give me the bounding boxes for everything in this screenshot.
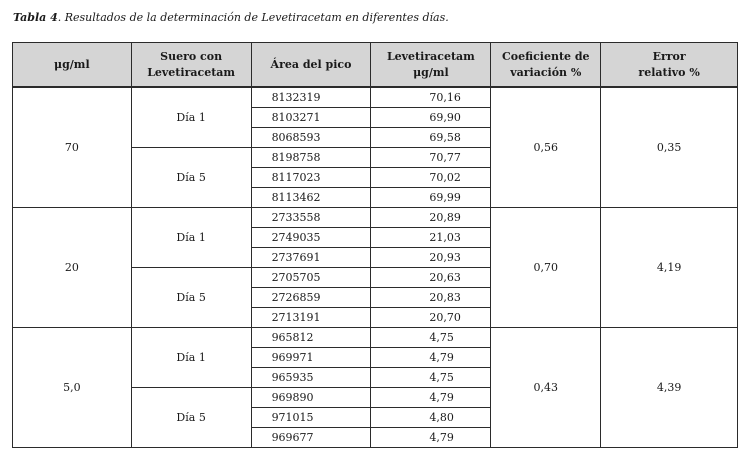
- day-cell: Día 1: [131, 87, 251, 148]
- area-cell: 8117023: [251, 168, 371, 188]
- levetiracetam-cell: 20,89: [371, 208, 491, 228]
- levetiracetam-cell: 20,70: [371, 308, 491, 328]
- day-cell: Día 5: [131, 388, 251, 448]
- header-suero-line1: Suero con: [160, 49, 223, 63]
- area-cell: 965812: [251, 328, 371, 348]
- header-cv-line1: Coeficiente de: [501, 49, 590, 63]
- table-caption: [13, 11, 449, 24]
- area-cell: 2726859: [251, 288, 371, 308]
- header-row: [13, 43, 738, 88]
- concentration-cell: 5,0: [13, 328, 132, 448]
- cv-cell: 0,70: [491, 208, 601, 328]
- levetiracetam-cell: 69,90: [371, 108, 491, 128]
- header-error-line1: Error: [652, 49, 686, 63]
- area-cell: 2733558: [251, 208, 371, 228]
- area-cell: 969677: [251, 428, 371, 448]
- levetiracetam-cell: 4,75: [371, 328, 491, 348]
- area-cell: 965935: [251, 368, 371, 388]
- levetiracetam-cell: 4,79: [371, 348, 491, 368]
- table-row: [13, 87, 738, 108]
- table-row: [13, 328, 738, 348]
- header-concentration: [13, 43, 132, 88]
- table-row: [13, 208, 738, 228]
- levetiracetam-cell: 4,75: [371, 368, 491, 388]
- day-cell: Día 1: [131, 328, 251, 388]
- header-cv-line2: variación %: [510, 65, 582, 79]
- levetiracetam-cell: 69,99: [371, 188, 491, 208]
- levetiracetam-cell: 21,03: [371, 228, 491, 248]
- results-table: [12, 42, 738, 448]
- levetiracetam-cell: 70,16: [371, 87, 491, 108]
- header-lev-line1: Levetiracetam: [386, 49, 475, 63]
- day-cell: Día 5: [131, 268, 251, 328]
- area-cell: 2737691: [251, 248, 371, 268]
- levetiracetam-cell: 70,77: [371, 148, 491, 168]
- area-cell: 8068593: [251, 128, 371, 148]
- header-area-text: Área del pico: [270, 57, 352, 71]
- caption-label: Tabla 4: [13, 11, 58, 24]
- area-cell: 8198758: [251, 148, 371, 168]
- error-cell: 4,19: [601, 208, 738, 328]
- levetiracetam-cell: 4,79: [371, 388, 491, 408]
- levetiracetam-cell: 20,83: [371, 288, 491, 308]
- day-cell: Día 5: [131, 148, 251, 208]
- area-cell: 2713191: [251, 308, 371, 328]
- header-suero: [131, 43, 251, 88]
- caption-text: . Resultados de la determinación de Levetiracetam en diferentes días.: [57, 11, 449, 24]
- levetiracetam-cell: 4,79: [371, 428, 491, 448]
- area-cell: 969890: [251, 388, 371, 408]
- header-levetiracetam: [371, 43, 491, 88]
- cv-cell: 0,43: [491, 328, 601, 448]
- levetiracetam-cell: 70,02: [371, 168, 491, 188]
- levetiracetam-cell: 69,58: [371, 128, 491, 148]
- error-cell: 4,39: [601, 328, 738, 448]
- table-body: [13, 87, 738, 448]
- header-error-line2: relativo %: [638, 65, 700, 79]
- header-area: [251, 43, 371, 88]
- levetiracetam-cell: 4,80: [371, 408, 491, 428]
- day-cell: Día 1: [131, 208, 251, 268]
- header-concentration-text: μg/ml: [54, 57, 90, 71]
- levetiracetam-cell: 20,63: [371, 268, 491, 288]
- concentration-cell: 20: [13, 208, 132, 328]
- area-cell: 8132319: [251, 87, 371, 108]
- concentration-cell: 70: [13, 87, 132, 208]
- header-suero-line2: Levetiracetam: [147, 65, 236, 79]
- area-cell: 2749035: [251, 228, 371, 248]
- header-cv: [491, 43, 601, 88]
- header-error: [601, 43, 738, 88]
- area-cell: 8103271: [251, 108, 371, 128]
- area-cell: 971015: [251, 408, 371, 428]
- header-lev-line2: μg/ml: [413, 65, 449, 79]
- area-cell: 969971: [251, 348, 371, 368]
- levetiracetam-cell: 20,93: [371, 248, 491, 268]
- area-cell: 2705705: [251, 268, 371, 288]
- cv-cell: 0,56: [491, 87, 601, 208]
- area-cell: 8113462: [251, 188, 371, 208]
- error-cell: 0,35: [601, 87, 738, 208]
